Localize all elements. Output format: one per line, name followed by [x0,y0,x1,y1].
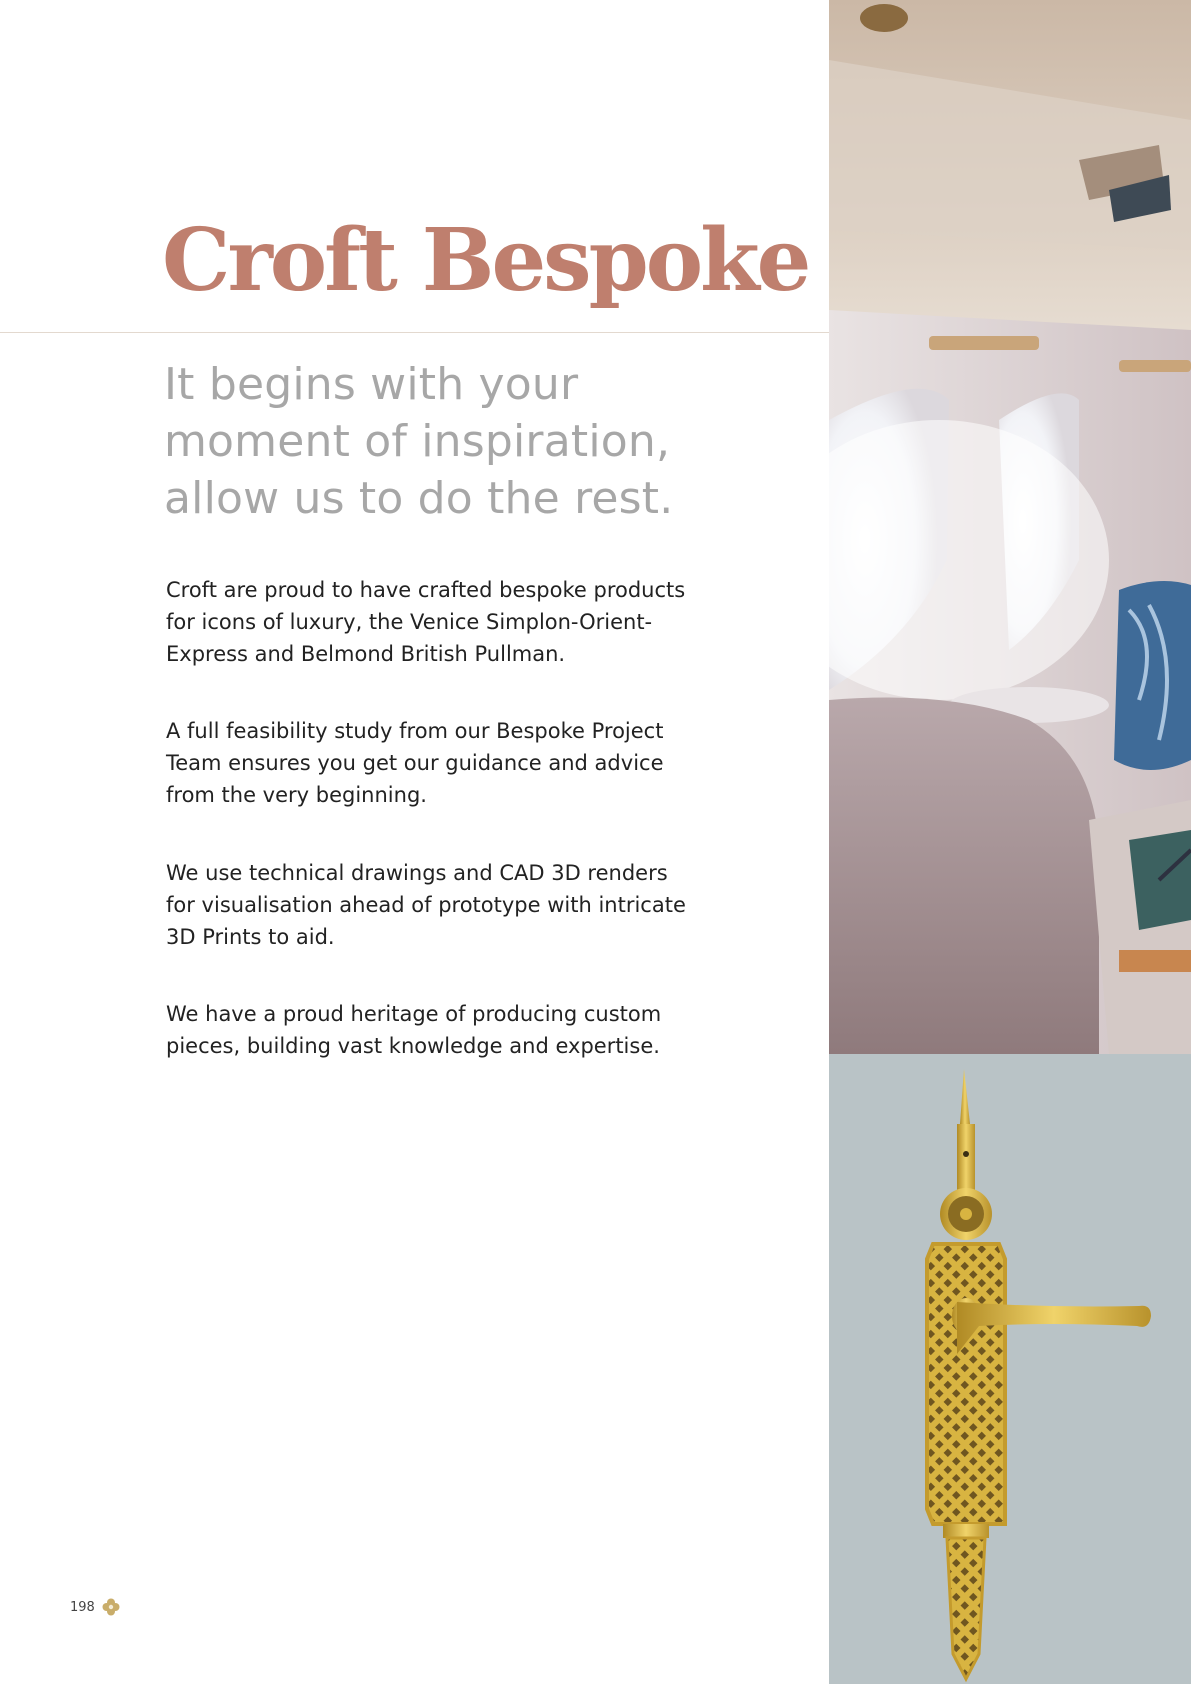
body-paragraph-feasibility [166,715,726,811]
paragraph-line: 3D Prints to aid. [166,925,335,949]
paragraph-line: for visualisation ahead of prototype with intricate [166,893,686,917]
door-handle-photo [829,1054,1191,1684]
tagline-line: allow us to do the rest. [164,473,674,524]
paragraph-line: pieces, building vast knowledge and expertise. [166,1034,660,1058]
croft-logo-icon [101,1597,121,1617]
paragraph-line: Team ensures you get our guidance and advice [166,751,664,775]
train-interior-photo [829,0,1191,1054]
title-divider [0,332,830,333]
paragraph-line: Express and Belmond British Pullman. [166,642,566,666]
tagline-line: moment of inspiration, [164,416,671,467]
tagline-line: It begins with your [164,359,579,410]
body-paragraph-heritage-icons [166,574,726,670]
page-title: Croft Bespoke [162,210,809,311]
page-footer [70,1597,121,1617]
body-paragraph-technical-drawings [166,857,726,953]
paragraph-line: from the very beginning. [166,783,427,807]
paragraph-line: We use technical drawings and CAD 3D renders [166,861,668,885]
tagline [164,356,804,527]
body-paragraph-heritage [166,998,726,1062]
page-number: 198 [70,1599,95,1615]
paragraph-line: for icons of luxury, the Venice Simplon-Orient- [166,610,653,634]
paragraph-line: We have a proud heritage of producing custom [166,1002,662,1026]
paragraph-line: Croft are proud to have crafted bespoke products [166,578,686,602]
paragraph-line: A full feasibility study from our Bespoke Project [166,719,664,743]
